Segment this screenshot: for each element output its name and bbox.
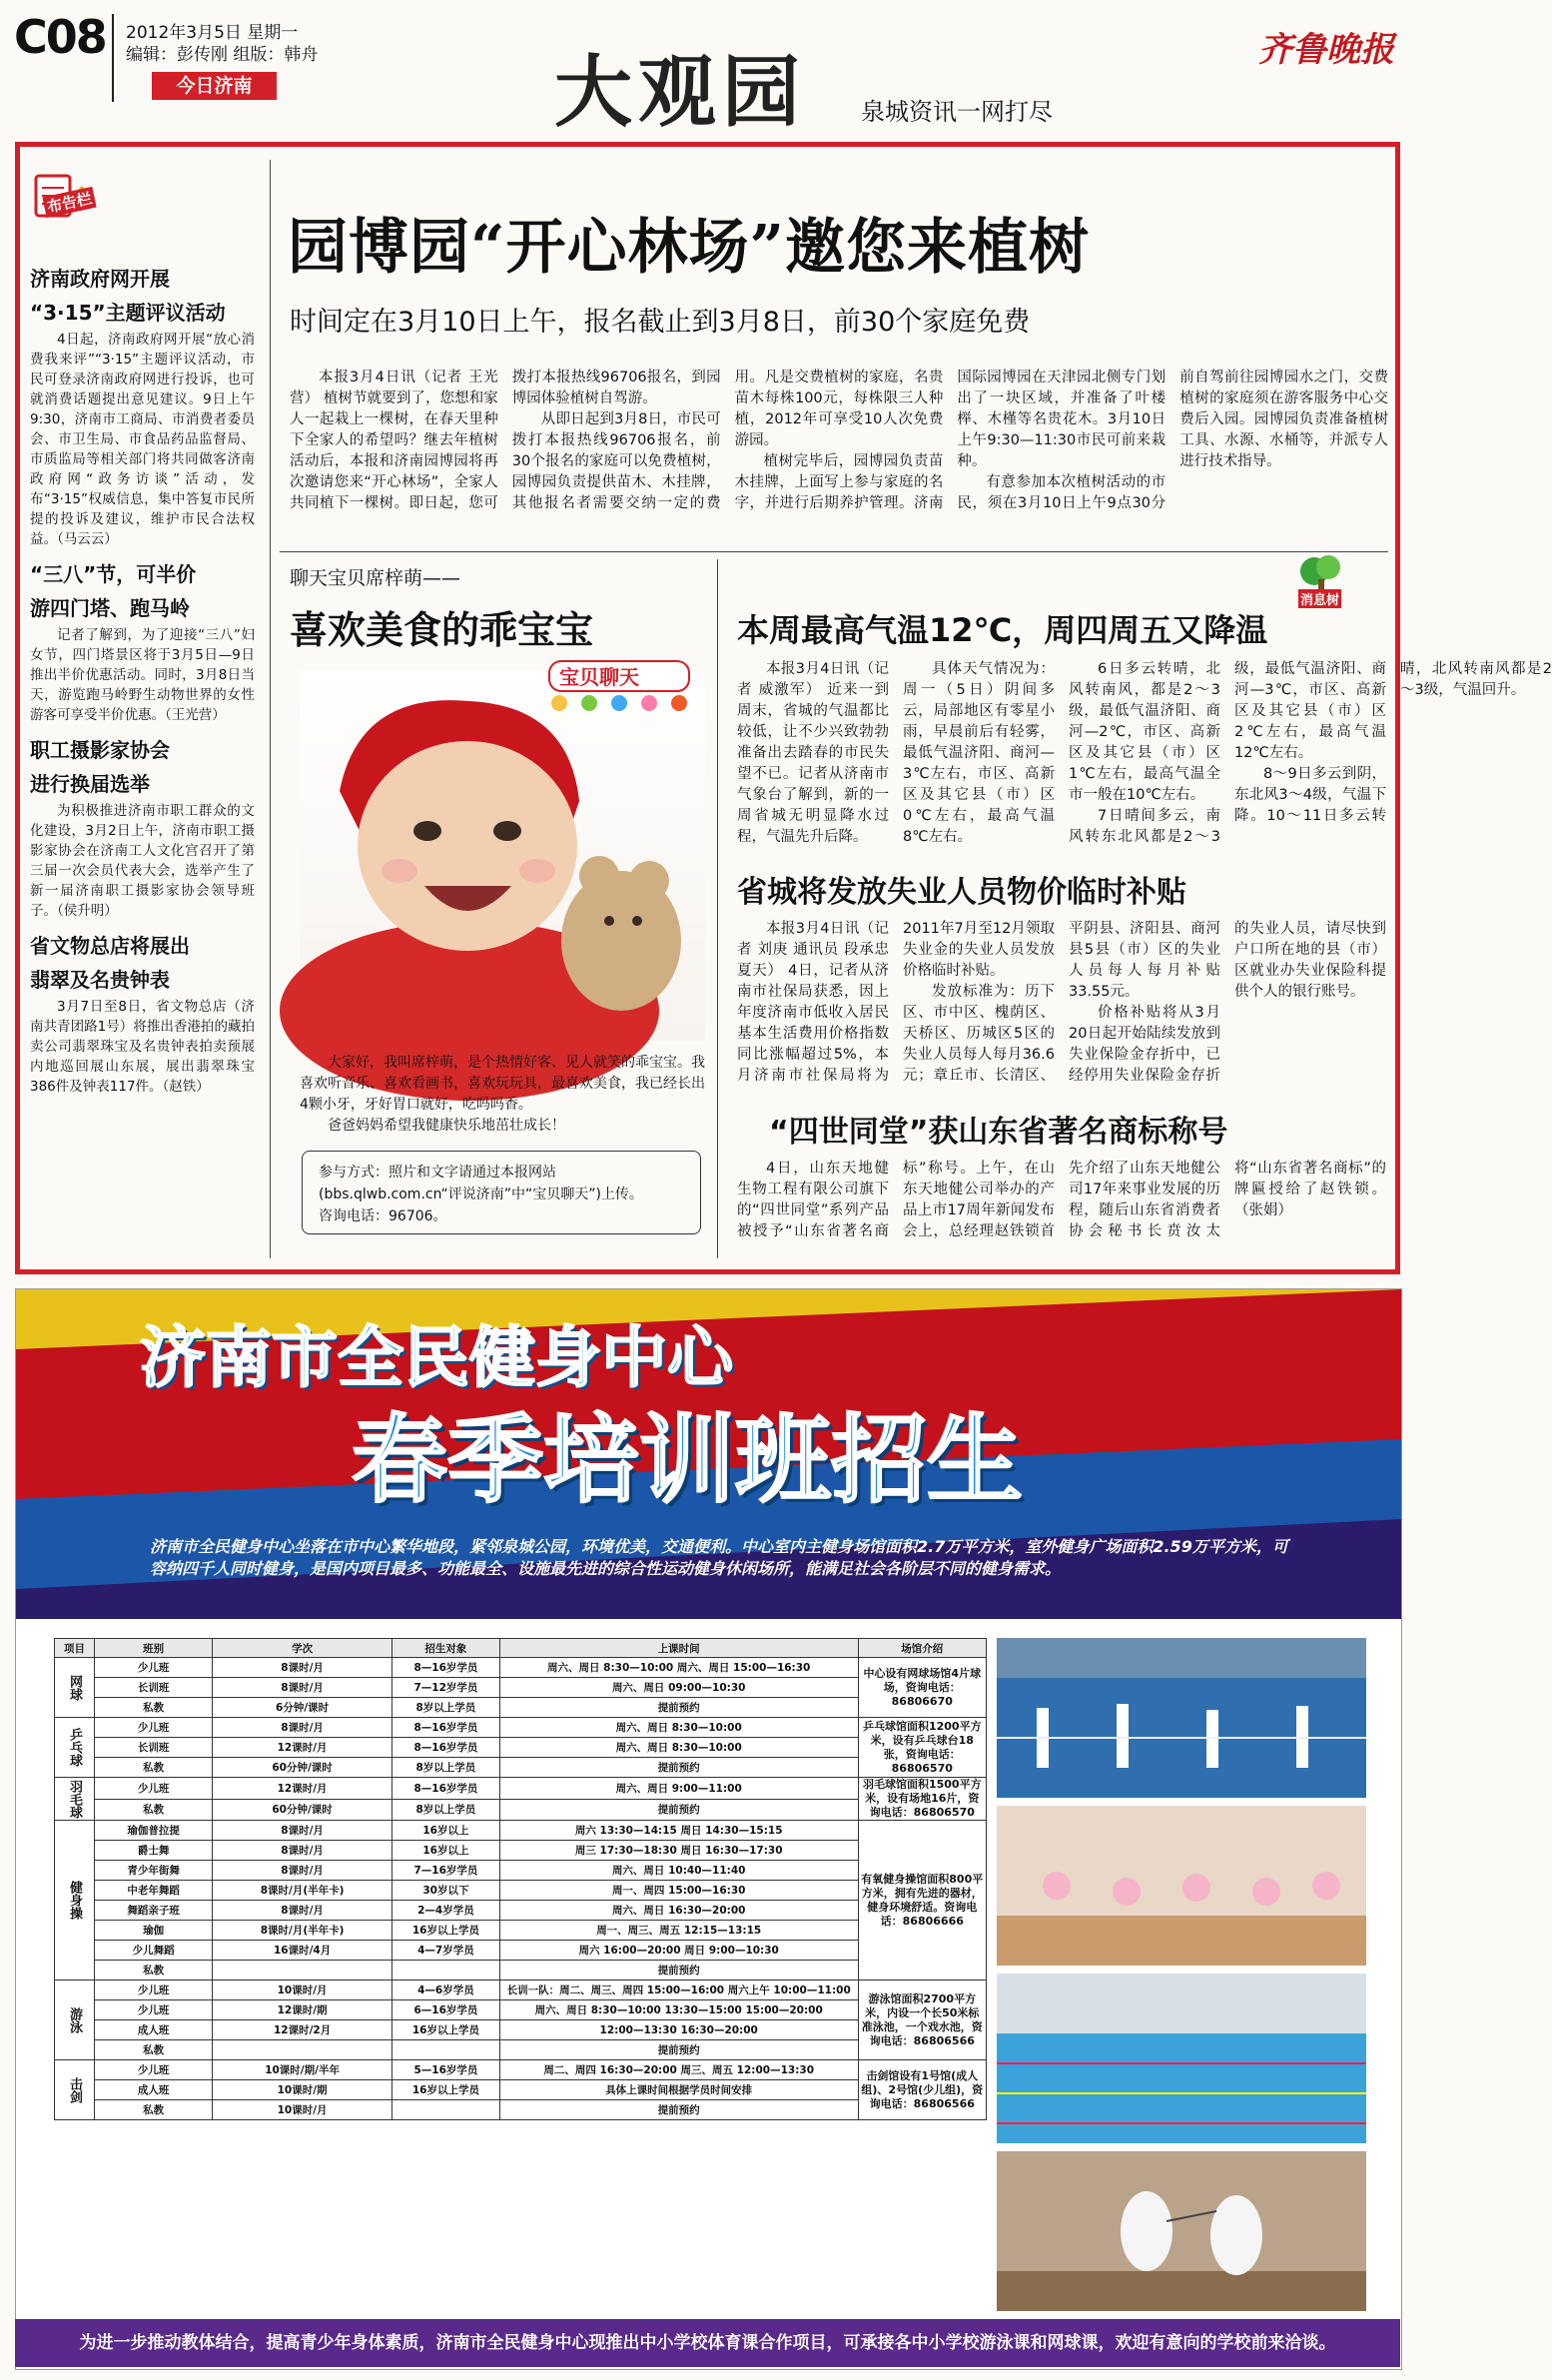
weather-paragraph: 具体天气情况为：周一（5日）阴间多云，局部地区有零星小雨，早晨前后有轻雾，最低气温济阳、商河—3℃左右，市区、高新区及其它县（市）区0℃左右，最高气温8℃左右。	[903, 661, 1055, 845]
schedule-cell: 8岁以上学员	[391, 1758, 499, 1778]
schedule-cell: 16岁以上	[391, 1841, 499, 1861]
section-tag: 今日济南	[152, 72, 277, 100]
weather-paragraph: 6日多云转晴，北风转南风，都是2～3级，最低气温济阳、商河—2℃，市区、高新区及其它县（市）区1℃左右，最高气温全市一般在10℃左右。	[1069, 661, 1220, 803]
schedule-cell: 私教	[95, 2100, 213, 2120]
schedule-cell: 16岁以上学员	[391, 2080, 499, 2100]
sidebar-headline: 职工摄影家协会	[30, 738, 170, 762]
schedule-cell: 成人班	[95, 2020, 213, 2040]
schedule-row	[55, 1758, 987, 1778]
header-sessions: 学次	[213, 1639, 392, 1658]
lead-paragraph: 从即日起到3月8日，市民可拨打本报热线96706报名，前30个报名的家庭可以免费植树，园博园负责提供苗木、木挂牌，其他报名者需要交纳一定的费用。凡是交费植树的家庭，名贵苗木每株100元，每株限三人种植，2012年可享受10人次免费游园。	[511, 370, 944, 511]
schedule-cell: 周六、周日 9:00—11:00	[499, 1778, 858, 1800]
header-divider	[112, 14, 114, 102]
schedule-facility: 击剑馆设有1号馆(成人组)、2号馆(少儿组)，资询电话：86806566	[858, 2060, 986, 2120]
sidebar-headline: “三八”节，可半价	[30, 562, 197, 586]
schedule-cell: 4—7岁学员	[391, 1941, 499, 1961]
date-line: 2012年3月5日 星期一	[126, 23, 299, 43]
subsidy-paragraph: 本报3月4日讯（记者 刘庚 通讯员 段承忠 夏天） 4日，记者从济南市社保局获悉，因上年度济南市低收入居民基本生活费用价格指数同比涨幅超过5%，本月济南市社保局将为2011年7月至12月领取失业金的失业人员发放价格临时补贴。	[737, 921, 1055, 1084]
schedule-row	[55, 2100, 987, 2120]
schedule-cell: 8课时/月	[213, 1841, 392, 1861]
ad-title-line1: 济南市全民健身中心	[140, 1319, 733, 1396]
schedule-cell: 周二、周四 16:30—20:00 周三、周五 12:00—13:30	[499, 2060, 858, 2080]
schedule-table	[54, 1638, 987, 2120]
schedule-cell: 私教	[95, 2040, 213, 2060]
schedule-cell: 周三 17:30—18:30 周日 16:30—17:30	[499, 1841, 858, 1861]
schedule-facility: 羽毛球馆面积1500平方米，设有场地16片，资询电话：86806570	[858, 1778, 986, 1821]
schedule-category: 乒乓球	[55, 1718, 95, 1778]
lead-divider	[280, 551, 1388, 552]
lead-paragraph: 有意参加本次植树活动的市民，须在3月10日上午9点30分前自驾前往园博园水之门，交费植树的家庭须在游客服务中心交费后入园。园博园负责准备植树工具、水源、水桶等，并派专人进行技术指导。	[957, 370, 1388, 511]
notice-board-label: 布告栏	[42, 187, 96, 218]
weather-paragraph: 8～9日多云到阴，东北风3～4级，气温下降。10～11日多云转晴，北风转南风都是2～3级，气温回升。	[1234, 661, 1552, 824]
column-logo: 大观园	[554, 47, 807, 138]
schedule-cell: 8课时/月(半年卡)	[213, 1921, 392, 1941]
sidebar-item	[30, 733, 255, 921]
schedule-cell: 8—16岁学员	[391, 1718, 499, 1738]
schedule-cell	[213, 1961, 392, 1981]
tennis-photo	[997, 1638, 1366, 1798]
schedule-cell: 爵士舞	[95, 1841, 213, 1861]
baby-body	[300, 1053, 705, 1137]
schedule-cell: 7—12岁学员	[391, 1678, 499, 1698]
schedule-cell: 周六 16:00—20:00 周日 9:00—10:30	[499, 1941, 858, 1961]
sidebar-body: 为积极推进济南市职工群众的文化建设，3月2日上午，济南市职工摄影家协会在济南工人文化宫召开了第三届一次会员代表大会，选举产生了新一届济南职工摄影家协会领导班子。（侯升明）	[30, 803, 255, 919]
schedule-cell: 私教	[95, 1799, 213, 1821]
page-number: C08	[14, 10, 106, 64]
schedule-row	[55, 1861, 987, 1881]
lead-paragraph: 本报3月4日讯（记者 王光营） 植树节就要到了，您想和家人一起栽上一棵树，在春天里种下全家人的希望吗？继去年植树活动后，本报和济南园博园将再次邀请您来“开心林场”，全家人共同植下一棵树。即日起，您可拨打本报热线96706报名，到园博园体验植树自驾游。	[290, 370, 721, 511]
schedule-cell: 周一、周四 15:00—16:30	[499, 1881, 858, 1901]
weather-paragraph: 7日晴间多云，南风转东北风都是2～3级，最低气温济阳、商河—3℃，市区、高新区及其它县（市）区2℃左右，最高气温12℃左右。	[1069, 661, 1386, 845]
schedule-row	[55, 2040, 987, 2060]
sidebar-item	[30, 557, 255, 725]
schedule-cell: 4—6岁学员	[391, 1981, 499, 2000]
sidebar-headline: 省文物总店将展出	[30, 934, 190, 958]
schedule-cell: 16课时/4月	[213, 1941, 392, 1961]
schedule-cell: 瑜伽普拉提	[95, 1821, 213, 1841]
schedule-cell: 8课时/月	[213, 1678, 392, 1698]
schedule-cell: 6分钟/课时	[213, 1698, 392, 1718]
schedule-category: 游泳	[55, 1981, 95, 2060]
schedule-header-row	[55, 1639, 987, 1658]
lead-subheadline: 时间定在3月10日上午，报名截止到3月8日，前30个家庭免费	[290, 307, 1031, 338]
schedule-category: 击剑	[55, 2060, 95, 2120]
schedule-cell: 少儿舞蹈	[95, 1941, 213, 1961]
schedule-cell: 提前预约	[499, 2040, 858, 2060]
schedule-cell: 10课时/期/半年	[213, 2060, 392, 2080]
schedule-cell: 8岁以上学员	[391, 1698, 499, 1718]
editor-line: 编辑：彭传刚 组版：韩舟	[126, 45, 319, 65]
baby-paragraph: 爸爸妈妈希望我健康快乐地茁壮成长！	[328, 1118, 565, 1134]
schedule-cell: 8—16岁学员	[391, 1738, 499, 1758]
schedule-cell: 私教	[95, 1698, 213, 1718]
schedule-cell	[391, 2100, 499, 2120]
schedule-row	[55, 1901, 987, 1921]
schedule-cell: 8课时/月	[213, 1718, 392, 1738]
schedule-facility: 乒乓球馆面积1200平方米，设有乒乓球台18张，资询电话：86806570	[858, 1718, 986, 1778]
sidebar-headline: 济南政府网开展	[30, 267, 170, 291]
schedule-cell: 周六、周日 09:00—10:30	[499, 1678, 858, 1698]
header-target: 招生对象	[391, 1639, 499, 1658]
schedule-cell: 具体上课时间根据学员时间安排	[499, 2080, 858, 2100]
schedule-cell: 8课时/月	[213, 1658, 392, 1678]
baby-info-line: (bbs.qlwb.com.cn“评说济南”中“宝贝聊天”)上传。	[319, 1187, 643, 1202]
sidebar	[30, 262, 255, 1260]
sidebar-item	[30, 262, 255, 549]
schedule-cell: 少儿班	[95, 2060, 213, 2080]
lead-body	[290, 368, 1388, 539]
sidebar-body: 3月7日至8日，省文物总店（济南共青团路1号）将推出香港拍的藏拍卖公司翡翠珠宝及名贵钟表拍卖预展内地巡回展山东展，展出翡翠珠宝386件及钟表117件。（赵铁）	[30, 999, 255, 1095]
schedule-row	[55, 1799, 987, 1821]
fencing-photo	[997, 2151, 1366, 2311]
schedule-cell: 8课时/月	[213, 1821, 392, 1841]
schedule-category: 健身操	[55, 1821, 95, 1981]
schedule-cell: 60分钟/课时	[213, 1799, 392, 1821]
sidebar-headline: 进行换届选举	[30, 772, 150, 796]
schedule-cell: 周六、周日 8:30—10:00	[499, 1718, 858, 1738]
sidebar-headline: “3·15”主题评议活动	[30, 301, 226, 325]
schedule-cell: 12课时/月	[213, 1738, 392, 1758]
subsidy-headline: 省城将发放失业人员物价临时补贴	[737, 875, 1186, 910]
baby-info-box	[302, 1151, 701, 1234]
schedule-row	[55, 2000, 987, 2020]
schedule-cell: 成人班	[95, 2080, 213, 2100]
schedule-cell: 8—16岁学员	[391, 1658, 499, 1678]
schedule-cell: 提前预约	[499, 1961, 858, 1981]
schedule-cell: 6—16岁学员	[391, 2000, 499, 2020]
schedule-row	[55, 1658, 987, 1678]
schedule-facility: 有氧健身操馆面积800平方米，拥有先进的器材，健身环境舒适。资询电话：86806666	[858, 1821, 986, 1981]
schedule-cell: 10课时/月	[213, 1981, 392, 2000]
schedule-row	[55, 1738, 987, 1758]
subsidy-body	[737, 919, 1386, 1095]
header-project: 项目	[55, 1639, 95, 1658]
baby-info-line: 咨询电话：96706。	[319, 1208, 447, 1224]
schedule-cell: 16岁以上学员	[391, 1921, 499, 1941]
schedule-category: 羽毛球	[55, 1778, 95, 1821]
schedule-cell: 30岁以下	[391, 1881, 499, 1901]
schedule-cell: 12:00—13:30 16:30—20:00	[499, 2020, 858, 2040]
schedule-cell	[391, 2040, 499, 2060]
schedule-cell: 少儿班	[95, 1658, 213, 1678]
schedule-cell: 16岁以上	[391, 1821, 499, 1841]
column-divider	[717, 559, 718, 1258]
sidebar-body: 记者了解到，为了迎接“三八”妇女节，四门塔景区将于3月5日—9日推出半价优惠活动。同时，3月8日当天，游览跑马岭野生动物世界的女性游客可享受半价优惠。（王光营）	[30, 627, 255, 723]
schedule-cell: 12课时/2月	[213, 2020, 392, 2040]
schedule-row	[55, 2080, 987, 2100]
schedule-facility: 中心设有网球场馆4片球场，资询电话：86806670	[858, 1658, 986, 1718]
weather-headline: 本周最高气温12℃，周四周五又降温	[737, 611, 1268, 649]
schedule-cell: 提前预约	[499, 1758, 858, 1778]
header-meta	[126, 22, 318, 66]
baby-photo	[300, 671, 705, 1041]
baby-headline: 喜欢美食的乖宝宝	[290, 608, 594, 652]
schedule-row	[55, 2060, 987, 2080]
schedule-cell: 少儿班	[95, 1718, 213, 1738]
schedule-row	[55, 1921, 987, 1941]
schedule-cell: 周六、周日 8:30—10:00	[499, 1738, 858, 1758]
schedule-cell: 私教	[95, 1758, 213, 1778]
schedule-row	[55, 1678, 987, 1698]
schedule-cell: 青少年街舞	[95, 1861, 213, 1881]
newspaper-logo: 齐鲁晚报	[1258, 30, 1394, 70]
schedule-cell: 7—16岁学员	[391, 1861, 499, 1881]
dance-photo	[997, 1806, 1366, 1966]
header-facility: 场馆介绍	[858, 1639, 986, 1658]
schedule-cell: 12课时/期	[213, 2000, 392, 2020]
schedule-row	[55, 2020, 987, 2040]
schedule-row	[55, 1718, 987, 1738]
schedule-row	[55, 1778, 987, 1800]
brand-paragraph: 4日，山东天地健生物工程有限公司旗下的“四世同堂”系列产品被授予“山东省著名商标”称号。上午，在山东天地健公司举办的产品上市17周年新闻发布会上，总经理赵铁锁首先介绍了山东天地健公司17年来事业发展的历程，随后山东省消费者协会秘书长贲汝太将“山东省著名商标”的牌匾授给了赵铁锁。（张娟）	[737, 1161, 1386, 1239]
brand-body	[737, 1159, 1386, 1262]
schedule-cell: 5—16岁学员	[391, 2060, 499, 2080]
brand-headline: “四世同堂”获山东省著名商标称号	[769, 1115, 1228, 1150]
subsidy-paragraph: 发放标准为：历下区、市中区、槐荫区、天桥区、历城区5区的失业人员每人每月36.6元；章丘市、长清区、平阴县、济阳县、商河县5县（市）区的失业人员每人每月补贴33.55元。	[903, 921, 1220, 1084]
schedule-row	[55, 1881, 987, 1901]
schedule-cell: 8岁以上学员	[391, 1799, 499, 1821]
schedule-row	[55, 1941, 987, 1961]
schedule-cell: 提前预约	[499, 1799, 858, 1821]
schedule-row	[55, 1961, 987, 1981]
schedule-row	[55, 1698, 987, 1718]
baby-kicker: 聊天宝贝席梓萌——	[290, 567, 461, 589]
column-slogan: 泉城资讯一网打尽	[861, 98, 1053, 126]
weather-badge: 消息树	[1298, 589, 1341, 608]
schedule-cell: 少儿班	[95, 1981, 213, 2000]
sidebar-headline: 翡翠及名贵钟表	[30, 968, 170, 992]
ad-title-line2: 春季培训班招生	[352, 1404, 1023, 1516]
sidebar-headline: 游四门塔、跑马岭	[30, 596, 190, 620]
schedule-cell: 少儿班	[95, 2000, 213, 2020]
schedule-cell: 私教	[95, 1961, 213, 1981]
schedule-cell: 8课时/月	[213, 1901, 392, 1921]
lead-paragraph: 植树完毕后，园博园负责苗木挂牌，上面写上参与家庭的名字，并进行后期养护管理。济南国际园博园在天津园北侧专门划出了一块区域，并准备了叶楼榉、木槿等名贵花木。3月10日上午9:30—11:30市民可前来栽种。	[734, 370, 1166, 511]
schedule-cell	[391, 1961, 499, 1981]
schedule-cell: 少儿班	[95, 1778, 213, 1800]
schedule-cell: 提前预约	[499, 2100, 858, 2120]
weather-paragraph: 本报3月4日讯（记者 威激军） 近来一到周末，省城的气温都比较低，让不少兴致勃勃准备出去踏春的市民失望不已。记者从济南市气象台了解到，新的一周省城无明显降水过程，气温先升后降。	[737, 661, 889, 845]
schedule-row	[55, 1841, 987, 1861]
sidebar-divider	[270, 160, 271, 1258]
schedule-cell: 周六、周日 16:30—20:00	[499, 1901, 858, 1921]
ad-description: 济南市全民健身中心坐落在市中心繁华地段，紧邻泉城公园，环境优美，交通便利。中心室内主健身场馆面积2.7万平方米，室外健身广场面积2.59万平方米，可容纳四千人同时健身，是国内项目最多、功能最全、设施最先进的综合性运动健身休闲场所，能满足社会各阶层不同的健身需求。	[150, 1537, 1288, 1578]
schedule-facility: 游泳馆面积2700平方米，内设一个长50米标准泳池，一个戏水池，资询电话：86806566	[858, 1981, 986, 2060]
schedule-cell: 8—16岁学员	[391, 1778, 499, 1800]
weather-body	[737, 659, 1552, 853]
schedule-cell: 10课时/月	[213, 2100, 392, 2120]
schedule-cell: 提前预约	[499, 1698, 858, 1718]
ad-footer: 为进一步推动教体结合，提高青少年身体素质，济南市全民健身中心现推出中小学校体育课合作项目，可承接各中小学校游泳课和网球课，欢迎有意向的学校前来洽谈。	[15, 2319, 1400, 2367]
schedule-cell: 12课时/月	[213, 1778, 392, 1800]
schedule-cell: 中老年舞蹈	[95, 1881, 213, 1901]
schedule-cell: 8课时/月	[213, 1861, 392, 1881]
schedule-cell: 周一、周三、周五 12:15—13:15	[499, 1921, 858, 1941]
schedule-cell: 长训班	[95, 1738, 213, 1758]
schedule-cell: 长训班	[95, 1678, 213, 1698]
schedule-category: 网球	[55, 1658, 95, 1718]
subsidy-paragraph: 价格补贴将从3月20日起开始陆续发放到失业保险金存折中，已经停用失业保险金存折的失业人员，请尽快到户口所在地的县（市）区就业办失业保险科提供个人的银行账号。	[1069, 921, 1386, 1084]
schedule-cell: 10课时/期	[213, 2080, 392, 2100]
header-class: 班别	[95, 1639, 213, 1658]
schedule-cell: 周六 13:30—14:15 周日 14:30—15:15	[499, 1821, 858, 1841]
sidebar-item	[30, 929, 255, 1097]
schedule-cell: 周六、周日 10:40—11:40	[499, 1861, 858, 1881]
schedule-cell: 60分钟/课时	[213, 1758, 392, 1778]
baby-info-line: 参与方式：照片和文字请通过本报网站	[319, 1165, 556, 1181]
schedule-cell: 8课时/月(半年卡)	[213, 1881, 392, 1901]
schedule-cell: 2—4岁学员	[391, 1901, 499, 1921]
schedule-cell: 周六、周日 8:30—10:00 13:30—15:00 15:00—20:00	[499, 2000, 858, 2020]
header-time: 上课时间	[499, 1639, 858, 1658]
schedule-cell	[213, 2040, 392, 2060]
schedule-row	[55, 1981, 987, 2000]
swimming-photo	[997, 1974, 1366, 2143]
schedule-cell: 周六、周日 8:30—10:00 周六、周日 15:00—16:30	[499, 1658, 858, 1678]
sidebar-body: 4日起，济南政府网开展“放心消费我来评”“3·15”主题评议活动，市民可登录济南政府网进行投诉，也可就消费话题提出意见建议。9日上午9:30，济南市工商局、市消费者委员会、市卫生局、市食品药品监督局、市质监局等相关部门将共同做客济南政府网“政务访谈”活动，发布“3·15”权威信息，集中答复市民所提的投诉及建议，维护市民合法权益。（马云云）	[30, 332, 255, 547]
schedule-cell: 舞蹈亲子班	[95, 1901, 213, 1921]
schedule-row	[55, 1821, 987, 1841]
schedule-cell: 长训一队：周二、周三、周四 15:00—16:00 周六上午 10:00—11:00	[499, 1981, 858, 2000]
schedule-cell: 瑜伽	[95, 1921, 213, 1941]
baby-chat-badge-label: 宝贝聊天	[559, 665, 639, 689]
schedule-cell: 16岁以上学员	[391, 2020, 499, 2040]
baby-paragraph: 大家好，我叫席梓萌，是个热情好客、见人就笑的乖宝宝。我喜欢听音乐、喜欢看画书，喜欢玩玩具，最喜欢美食，我已经长出4颗小牙，牙好胃口就好，吃吗吗香。	[300, 1055, 705, 1113]
lead-headline: 园博园“开心林场”邀您来植树	[288, 213, 1091, 283]
